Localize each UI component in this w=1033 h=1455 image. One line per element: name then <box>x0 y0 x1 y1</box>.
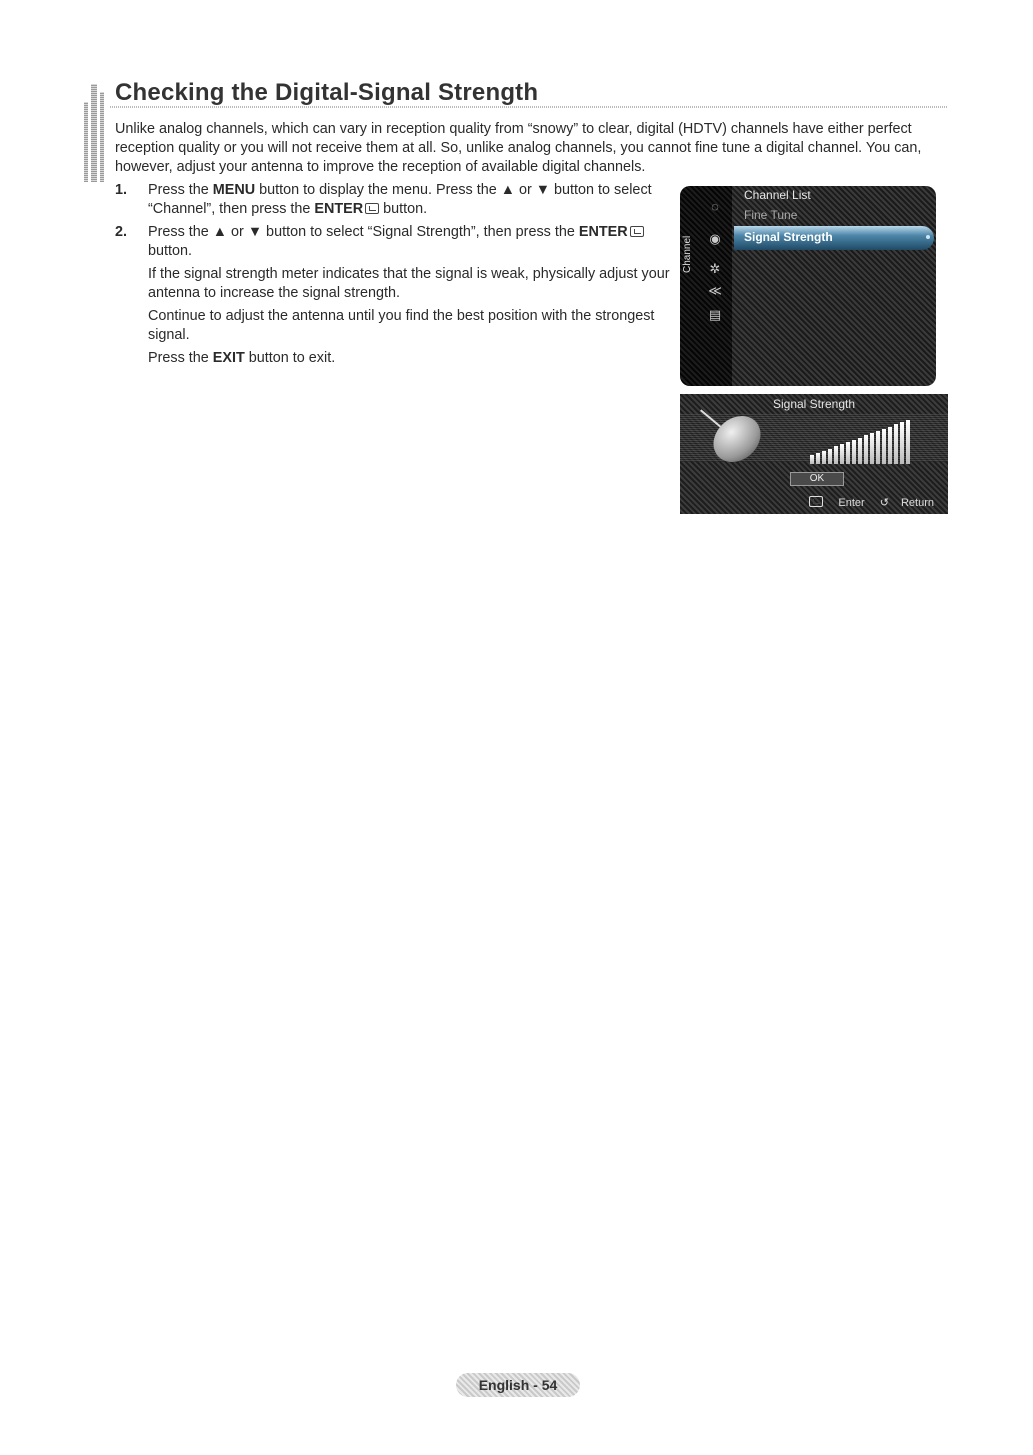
enter-icon <box>809 496 823 507</box>
signal-bar <box>900 422 904 464</box>
antenna-icon: ≪ <box>708 283 722 298</box>
input-icon: ◌ <box>711 199 719 214</box>
menu-side-label: Channel <box>682 235 693 273</box>
signal-bar <box>858 438 862 464</box>
step-1: 1. Press the MENU button to display the menu. Press the ▲ or ▼ button to select “Channel”, then press the ENTER button. <box>115 182 652 217</box>
signal-bar <box>834 446 838 464</box>
signal-screen-title: Signal Strength <box>772 397 856 411</box>
section-marker <box>84 84 106 182</box>
signal-bar <box>840 444 844 464</box>
signal-bar <box>870 433 874 464</box>
signal-bar <box>822 451 826 464</box>
return-hint[interactable]: ↺ Return <box>879 497 934 509</box>
signal-bar <box>864 435 868 464</box>
page-title: Checking the Digital-Signal Strength <box>115 79 539 106</box>
menu-icon-strip <box>680 186 732 386</box>
signal-strength-screenshot <box>680 394 948 514</box>
page-number: English - 54 <box>456 1373 580 1397</box>
channel-menu-screenshot <box>680 186 936 386</box>
signal-bar <box>882 429 886 464</box>
instruction-steps <box>115 181 675 368</box>
exit-instruction: Press the EXIT button to exit. <box>148 350 336 366</box>
ok-button[interactable]: OK <box>790 472 844 486</box>
return-icon: ↺ <box>879 497 889 509</box>
step-number: 1. <box>115 182 128 198</box>
step-2: 2. Press the ▲ or ▼ button to select “Signal Strength”, then press the ENTER button. <box>115 223 675 261</box>
intro-paragraph: Unlike analog channels, which can vary in reception quality from “snowy” to clear, digital (HDTV) channels have either perfect reception quality or you will not receive them at all. So, unlike analog channels, you cannot fine tune a digital channel. You can, however, adjust your antenna to improve the reception of available digital channels. <box>115 121 922 175</box>
selection-dot-icon <box>926 235 930 239</box>
enter-key-label: ENTER <box>578 224 628 240</box>
menu-item-fine-tune[interactable]: Fine Tune <box>744 208 798 222</box>
channel-icon: ◉ <box>709 231 721 246</box>
signal-bar <box>816 453 820 464</box>
enter-key-label: ENTER <box>314 201 364 217</box>
menu-item-signal-strength[interactable]: Signal Strength <box>734 226 934 250</box>
enter-hint[interactable]: Enter <box>807 497 864 509</box>
signal-bar <box>828 449 832 464</box>
signal-bar <box>810 455 814 464</box>
note-paragraph: Continue to adjust the antenna until you find the best position with the strongest signal. <box>148 308 655 343</box>
title-divider <box>110 106 948 108</box>
signal-meter <box>810 418 920 464</box>
enter-icon <box>365 203 379 214</box>
note-paragraph: If the signal strength meter indicates that the signal is weak, physically adjust your antenna to increase the signal strength. <box>148 266 670 301</box>
signal-footer <box>807 496 934 509</box>
signal-bar <box>876 431 880 464</box>
signal-bar <box>846 442 850 464</box>
signal-bar <box>888 427 892 464</box>
setup-icon: ✲ <box>709 261 721 276</box>
signal-bar <box>894 424 898 464</box>
menu-key-label: MENU <box>212 182 256 198</box>
enter-icon <box>630 226 644 237</box>
menu-item-channel-list[interactable]: Channel List <box>744 188 811 202</box>
signal-bar <box>906 420 910 464</box>
exit-key-label: EXIT <box>212 350 245 366</box>
application-icon: ▤ <box>708 307 722 322</box>
step-number: 2. <box>115 224 128 240</box>
signal-bar <box>852 440 856 464</box>
